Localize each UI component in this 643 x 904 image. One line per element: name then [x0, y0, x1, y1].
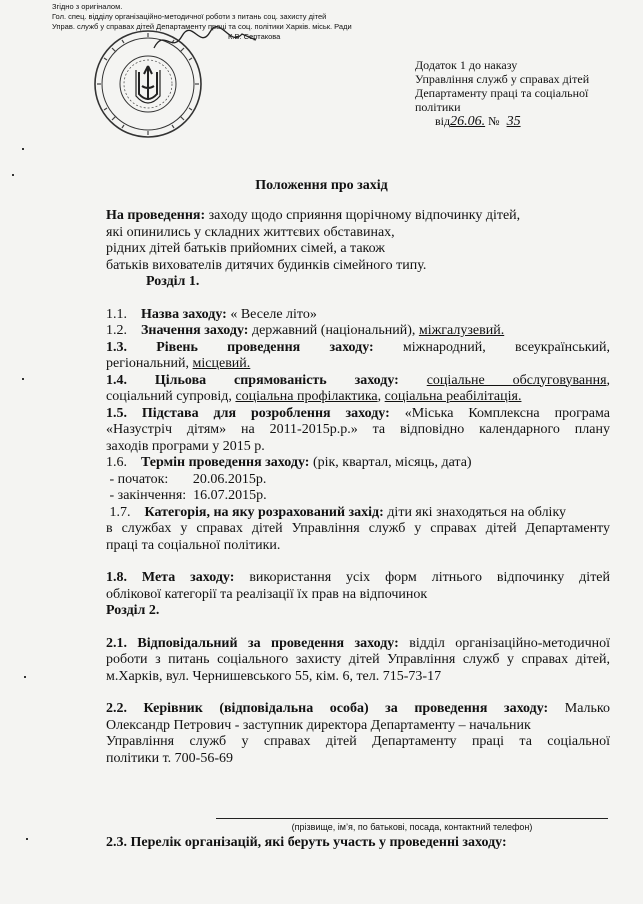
- item-1-7-number: 1.7.: [109, 504, 131, 520]
- intro-label: На проведення:: [106, 208, 206, 223]
- item-1-4-line-2: соціальний супровід,: [106, 389, 232, 404]
- number-label: №: [488, 114, 500, 128]
- addendum-line-1: Додаток 1 до наказу: [415, 58, 518, 72]
- item-1-2-underlined: міжгалузевий.: [418, 323, 505, 338]
- intro-text-3: рідних дітей батьків прийомних сімей, а також: [106, 241, 385, 256]
- scan-speck: [26, 838, 28, 840]
- item-1-4-underlined-2: соціальна профілактика: [235, 389, 378, 404]
- document-title: Положення про захід: [255, 178, 388, 193]
- handwritten-number: 35: [506, 114, 521, 129]
- item-1-3-line-2: регіональний,: [106, 356, 190, 371]
- scan-speck: [24, 676, 26, 678]
- addendum-line-2: Управління служб у справах дітей: [415, 72, 590, 86]
- document-body: На проведення: заходу щодо сприяння щорічному відпочинку дітей, які опинились у складних життєвих обставинах, рідних дітей батьків прийомних сімей, а також батьків вихователів дитячих будинків сімейного типу. Розділ 1. 1.1. Назва заходу: « Веселе літо» 1.2. Значення заходу: державний (національний), міжгалузевий. 1.3. Рівень проведення заходу: міжнародний, всеукраїнський, регіональний, місцевий. 1.4. Цільова спрямованість заходу: соціальне обслуговування, соціальний супровід, соціальна профілактика, соціальна реабілітація. 1.5. Підстава для розроблення заходу: «Міська Комплексна програма «Назустріч дітям» на 2011-2015р.р.» та відповідно календарного плану заходів програми у 2015 р. 1.6. Термін проведення заходу: (рік, квартал, місяць, дата) - початок: 20.06.2015р. - закінчення: 16.07.2015р. 1.7. Категорія, на яку розрахований захід: діти які знаходяться на обліку в службах у справах дітей Управління служб у справах дітей Департаменту праці та соціальної політики. 1.8. Мета заходу: використання усіх форм літнього відпочинку дітей облікової категорії та реалізації їх прав на відпочинок Розділ 2. 2.1. Відповідальний за проведення заходу: відділ організаційно-методичної роботи з питань соціального захисту дітей Управління служб у справах дітей, м.Харків, вул. Чернишевського 55, кім. 6, тел. 715-73-17 2.2. Керівник (відповідальна особа) за проведення заходу: Малько Олександр Петрович - заступник директора Департаменту – начальник Управління служб у справах дітей Департаменту праці та соціальної політики т. 700-56-69: [106, 208, 611, 766]
- item-1-6-end: 16.07.2015р.: [193, 488, 267, 503]
- item-1-5-line-3: заходів програми у 2015 р.: [106, 438, 265, 454]
- scan-speck: [22, 148, 24, 150]
- item-1-2-number: 1.2.: [106, 323, 127, 338]
- intro-text-1: заходу щодо сприяння щорічному відпочинку дітей,: [208, 208, 521, 223]
- item-1-8-line-1: 1.8. Мета заходу: використання усіх форм літнього відпочинку дітей: [106, 570, 611, 585]
- intro-text-2: які опинились у складних життєвих обставинах,: [106, 224, 395, 240]
- item-1-3-underlined: місцевий.: [192, 356, 251, 371]
- item-2-2-line-4: політики т. 700-56-69: [106, 750, 233, 766]
- item-2-1-line-2: роботи з питань соціального захисту дітей Управління служб у справах дітей,: [106, 652, 610, 667]
- addendum-line-3: Департаменту праці та соціальної: [415, 86, 589, 100]
- signature-caption: (прізвище, ім’я, по батькові, посада, контактний телефон): [291, 822, 533, 832]
- item-1-1-number: 1.1.: [106, 306, 127, 322]
- item-1-2-label: Значення заходу:: [141, 323, 249, 338]
- item-1-3-line-1: 1.3. Рівень проведення заходу: міжнародний, всеукраїнський,: [106, 339, 611, 355]
- intro-text-4: батьків вихователів дитячих будинків сімейного типу.: [106, 257, 427, 273]
- item-1-7-text-2: в службах у справах дітей Управління служб у справах дітей Департаменту: [106, 521, 610, 536]
- item-1-2-value: державний (національний),: [251, 323, 416, 338]
- item-2-1-line-3: м.Харків, вул. Чернишевського 55, кім. 6, тел. 715-73-17: [106, 668, 442, 684]
- item-1-6-end-label: - закінчення:: [109, 488, 187, 503]
- item-1-6-label: Термін проведення заходу:: [141, 455, 310, 470]
- item-1-4-underlined-3: соціальна реабілітація.: [384, 389, 522, 404]
- scan-speck: [22, 378, 24, 380]
- item-1-7-text-1: діти які знаходяться на обліку: [387, 504, 567, 520]
- item-1-6-start-label: - початок:: [109, 471, 169, 487]
- item-2-2-line-3: Управління служб у справах дітей Департаменту праці та соціальної: [106, 734, 610, 749]
- from-label: від: [435, 114, 451, 128]
- handwritten-date: 26.06.: [450, 114, 486, 129]
- item-1-6-start: 20.06.2015р.: [192, 471, 267, 487]
- addendum-date-number: [415, 114, 620, 129]
- cert-line-1: Згідно з оригіналом.: [52, 2, 123, 11]
- cert-signature-name: К.В. Сертакова: [228, 32, 281, 41]
- section-1-heading: Розділ 1.: [146, 274, 200, 289]
- item-1-7-label: Категорія, на яку розрахований захід:: [144, 504, 384, 520]
- item-1-5-line-2: «Назустріч дітям» на 2011-2015р.р.» та відповідно календарного плану: [106, 422, 610, 437]
- item-1-1-value: « Веселе літо»: [230, 306, 317, 322]
- item-1-1-label: Назва заходу:: [141, 306, 227, 322]
- signature-scribble: [150, 26, 260, 56]
- item-1-6-value: (рік, квартал, місяць, дата): [312, 455, 472, 470]
- addendum-line-4: політики: [415, 100, 461, 114]
- item-2-1-line-1: 2.1. Відповідальний за проведення заходу: відділ організаційно-методичної: [106, 635, 610, 651]
- item-2-2-line-1: 2.2. Керівник (відповідальна особа) за проведення заходу: Малько: [106, 701, 611, 716]
- item-1-7-text-3: праці та соціальної політики.: [106, 537, 281, 553]
- item-2-2-line-2: Олександр Петрович - заступник директора Департаменту – начальник: [106, 717, 531, 733]
- scan-speck: [12, 174, 14, 176]
- signature-rule: [216, 818, 608, 819]
- item-1-5-line-1: 1.5. Підстава для розроблення заходу: «Міська Комплексна програма: [106, 405, 610, 421]
- item-1-6-number: 1.6.: [106, 455, 127, 470]
- item-1-8-line-2: облікової категорії та реалізації їх прав на відпочинок: [106, 586, 428, 602]
- cert-line-3: Управ. служб у справах дітей Департаменту праці та соц. політики Харків. міськ. Ради: [52, 22, 352, 31]
- item-1-4-line-1: 1.4. Цільова спрямованість заходу: соціальне обслуговування,: [106, 372, 611, 388]
- item-2-3-label: 2.3. Перелік організацій, які беруть участь у проведенні заходу:: [106, 835, 507, 850]
- section-2-heading: Розділ 2.: [106, 603, 160, 618]
- cert-line-2: Гол. спец. відділу організаційно-методичної роботи з питань соц. захисту дітей: [52, 12, 327, 21]
- addendum-block: [415, 58, 620, 129]
